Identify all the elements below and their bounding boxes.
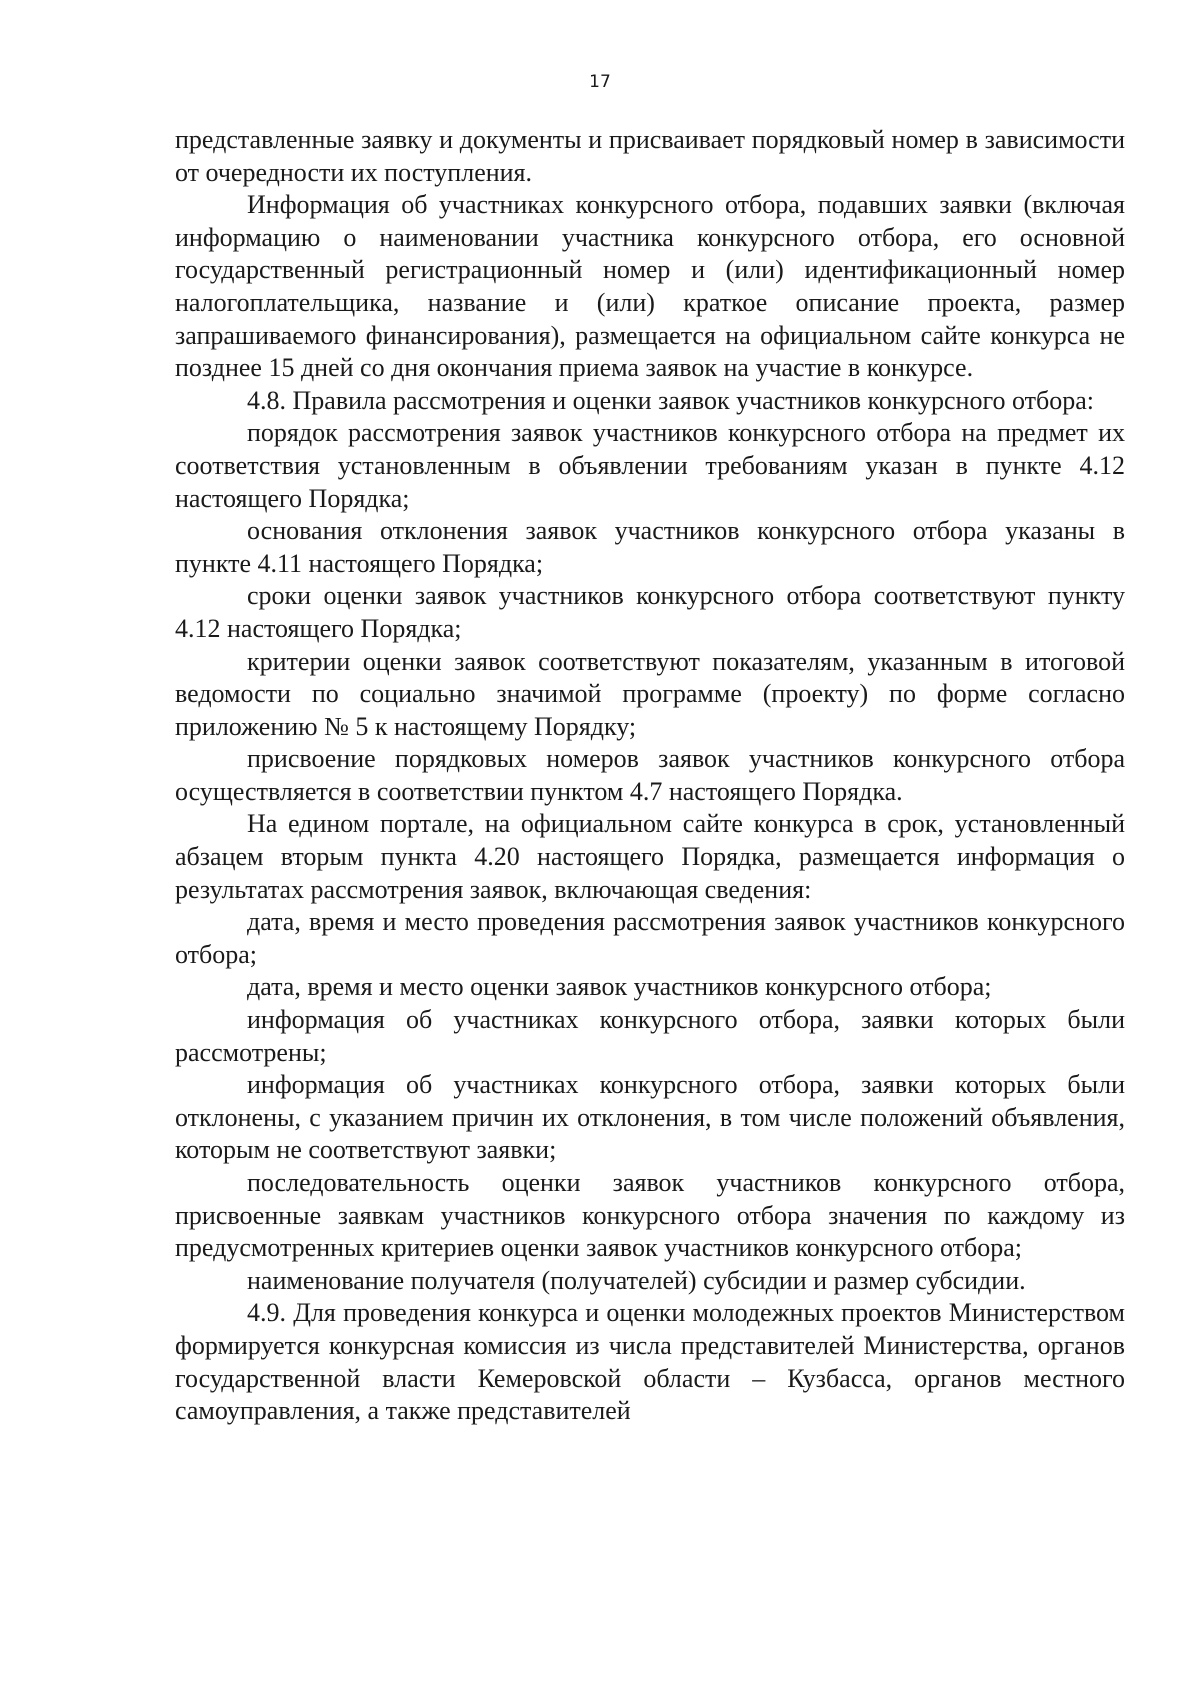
paragraph-section-4-9: 4.9. Для проведения конкурса и оценки молодежных проектов Министерством формируется конкурсная комиссия из числа представителей Министерства, органов государственной власти Кемеровской области – Кузбасса, органов местного самоуправления, а также представителей xyxy=(175,1298,1125,1426)
paragraph-rejection-grounds: основания отклонения заявок участников конкурсного отбора указаны в пункте 4.11 настоящего Порядка; xyxy=(175,516,1125,578)
paragraph-participants-info: Информация об участниках конкурсного отбора, подавших заявки (включая информацию о наименовании участника конкурсного отбора, его основной государственный регистрационный номер и (или) идентификационный номер налогоплательщика, название и (или) краткое описание проекта, размер запрашиваемого финансирования), размещается на официальном сайте конкурса не позднее 15 дней со дня окончания приема заявок на участие в конкурсе. xyxy=(175,190,1125,383)
paragraph-continuation: представленные заявку и документы и присваивает порядковый номер в зависимости от очередности их поступления. xyxy=(175,125,1125,187)
list-item-reviewed-participants: информация об участниках конкурсного отбора, заявки которых были рассмотрены; xyxy=(175,1005,1125,1067)
paragraph-evaluation-terms: сроки оценки заявок участников конкурсного отбора соответствуют пункту 4.12 настоящего Порядка; xyxy=(175,581,1125,643)
paragraph-section-4-8: 4.8. Правила рассмотрения и оценки заявок участников конкурсного отбора: xyxy=(247,385,1094,415)
list-item-review-date: дата, время и место проведения рассмотрения заявок участников конкурсного отбора; xyxy=(175,907,1125,969)
list-item-recipient: наименование получателя (получателей) субсидии и размер субсидии. xyxy=(247,1265,1026,1295)
paragraph-number-assignment: присвоение порядковых номеров заявок участников конкурсного отбора осуществляется в соответствии пунктом 4.7 настоящего Порядка. xyxy=(175,744,1125,806)
paragraph-evaluation-criteria: критерии оценки заявок соответствуют показателям, указанным в итоговой ведомости по социально значимой программе (проекту) по форме согласно приложению № 5 к настоящему Порядку; xyxy=(175,646,1125,741)
page-number: 17 xyxy=(589,72,611,92)
paragraph-review-procedure: порядок рассмотрения заявок участников конкурсного отбора на предмет их соответствия установленным в объявлении требованиям указан в пункте 4.12 настоящего Порядка; xyxy=(175,418,1125,513)
paragraph-results-publication: На едином портале, на официальном сайте конкурса в срок, установленный абзацем вторым пункта 4.20 настоящего Порядка, размещается информация о результатах рассмотрения заявок, включающая сведения: xyxy=(175,809,1125,904)
list-item-rejected-participants: информация об участниках конкурсного отбора, заявки которых были отклонены, с указанием причин их отклонения, в том числе положений объявления, которым не соответствуют заявки; xyxy=(175,1070,1125,1165)
list-item-evaluation-date: дата, время и место оценки заявок участников конкурсного отбора; xyxy=(247,972,992,1002)
document-body xyxy=(175,124,1125,1428)
list-item-evaluation-sequence: последовательность оценки заявок участников конкурсного отбора, присвоенные заявкам участников конкурсного отбора значения по каждому из предусмотренных критериев оценки заявок участников конкурсного отбора; xyxy=(175,1168,1125,1263)
